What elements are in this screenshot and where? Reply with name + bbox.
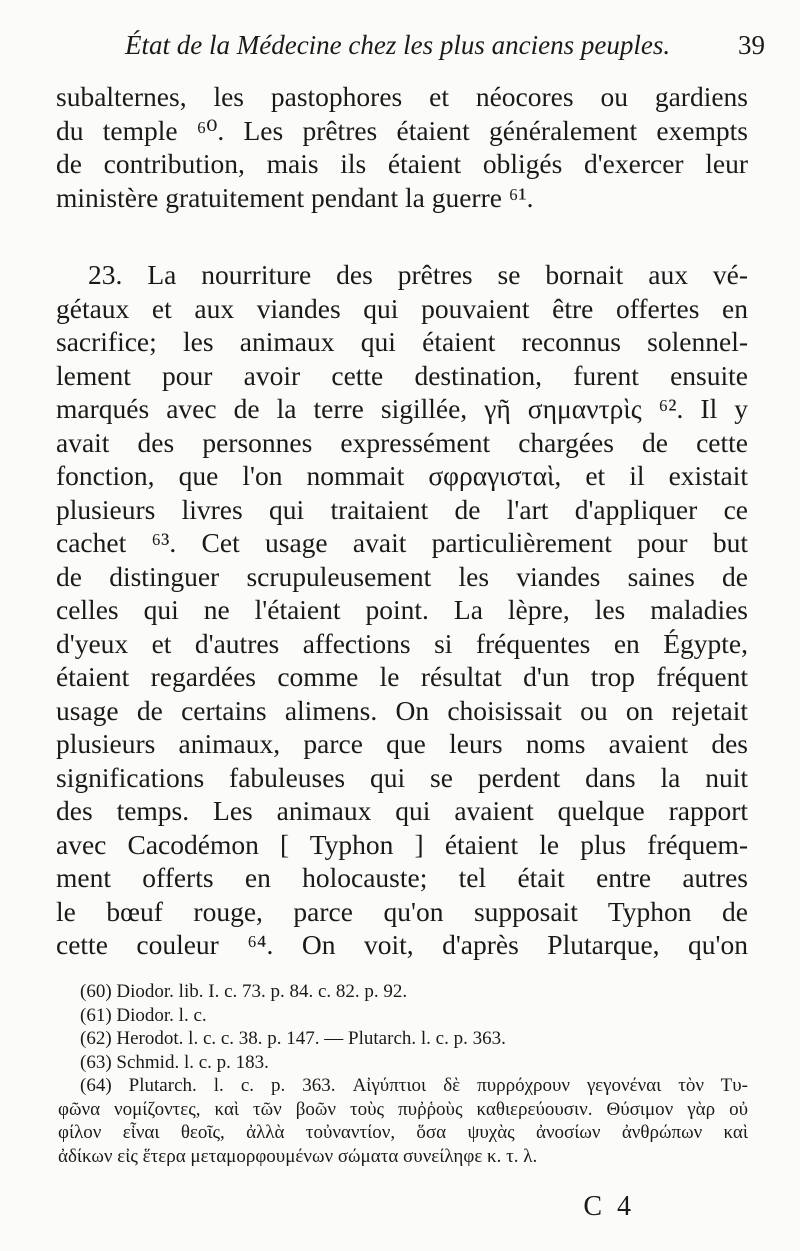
text-line: 23. La nourriture des prêtres se bornait aux vé-: [88, 259, 748, 290]
signature-mark: C 4: [583, 1191, 635, 1222]
body-text: [56, 80, 748, 962]
text-line: de distinguer scrupuleusement les viandes saines de: [56, 560, 748, 592]
page-number: 39: [738, 30, 765, 60]
text-line: subalternes, les pastophores et néocores ou gardiens: [56, 81, 748, 112]
text-line: marqués avec de la terre sigillée, γῆ σημαντρὶς ⁶². Il y: [56, 393, 748, 424]
text-line: plusieurs livres qui traitaient de l'art d'appliquer ce: [56, 493, 748, 525]
footnote-64-continuation: ἀδίκων εἰς ἕτερα μεταμορφουμένων σώματα συνείληφε κ. τ. λ.: [58, 1145, 538, 1167]
footnote-60: (60) Diodor. lib. I. c. 73. p. 84. c. 82. p. 92.: [80, 981, 408, 1002]
text-line: lement pour avoir cette destination, furent ensuite: [56, 359, 748, 391]
footnote-64-continuation: φίλον εἶναι θεοῖς, ἀλλὰ τοὐναντίον, ὅσα ψυχὰς ἀνοσίων ἀνθρώπων καὶ: [58, 1122, 748, 1143]
text-line: celles qui ne l'étaient point. La lèpre, les maladies: [56, 594, 748, 625]
text-line: usage de certains alimens. On choisissait ou on rejetait: [56, 694, 748, 726]
text-line: des temps. Les animaux qui avaient quelque rapport: [56, 795, 748, 826]
text-line: étaient regardées comme le résultat d'un trop fréquent: [56, 661, 748, 692]
text-line: d'yeux et d'autres affections si fréquentes en Égypte,: [56, 627, 748, 659]
text-line: du temple ⁶⁰. Les prêtres étaient généralement exempts: [56, 114, 748, 146]
footnote-64: (64) Plutarch. l. c. p. 363. Αἰγύπτιοι δὲ πυρρόχρουν γεγονέναι τὸν Τυ-: [80, 1075, 748, 1096]
footnote-62: (62) Herodot. l. c. c. 38. p. 147. — Plutarch. l. c. p. 363.: [80, 1028, 506, 1049]
text-line: ministère gratuitement pendant la guerre ⁶¹.: [56, 181, 534, 213]
footnote-63: (63) Schmid. l. c. p. 183.: [80, 1051, 269, 1073]
page-header: [125, 30, 765, 70]
running-title: État de la Médecine chez les plus anciens peuples.: [125, 30, 671, 60]
text-line: fonction, que l'on nommait σφραγισταὶ, et il existait: [56, 460, 748, 491]
text-line: cette couleur ⁶⁴. On voit, d'après Plutarque, qu'on: [56, 929, 748, 960]
paragraph-2: [56, 258, 748, 962]
text-line: avec Cacodémon [ Typhon ] étaient le plus fréquem-: [56, 828, 748, 860]
text-line: de contribution, mais ils étaient obligés d'exercer leur: [56, 148, 748, 179]
paragraph-gap: [56, 214, 748, 258]
text-line: ment offerts en holocauste; tel était entre autres: [56, 862, 748, 893]
paragraph-1: [56, 80, 748, 214]
footnote-64-continuation: φῶνα νομίζοντες, καὶ τῶν βοῶν τοὺς πυῤῥοὺς καθιερεύουσιν. Θύσιμον γὰρ οὐ: [58, 1098, 748, 1120]
text-line: significations fabuleuses qui se perdent dans la nuit: [56, 761, 748, 793]
text-line: cachet ⁶³. Cet usage avait particulièrement pour but: [56, 527, 748, 558]
text-line: avait des personnes expressément chargées de cette: [56, 426, 748, 458]
footnote-61: (61) Diodor. l. c.: [80, 1004, 207, 1026]
footnotes: [58, 980, 748, 1168]
text-line: le bœuf rouge, parce qu'on supposait Typhon de: [56, 895, 748, 927]
text-line: sacrifice; les animaux qui étaient reconnus solennel-: [56, 326, 748, 357]
text-line: gétaux et aux viandes qui pouvaient être offertes en: [56, 292, 748, 324]
text-line: plusieurs animaux, parce que leurs noms avaient des: [56, 728, 748, 759]
